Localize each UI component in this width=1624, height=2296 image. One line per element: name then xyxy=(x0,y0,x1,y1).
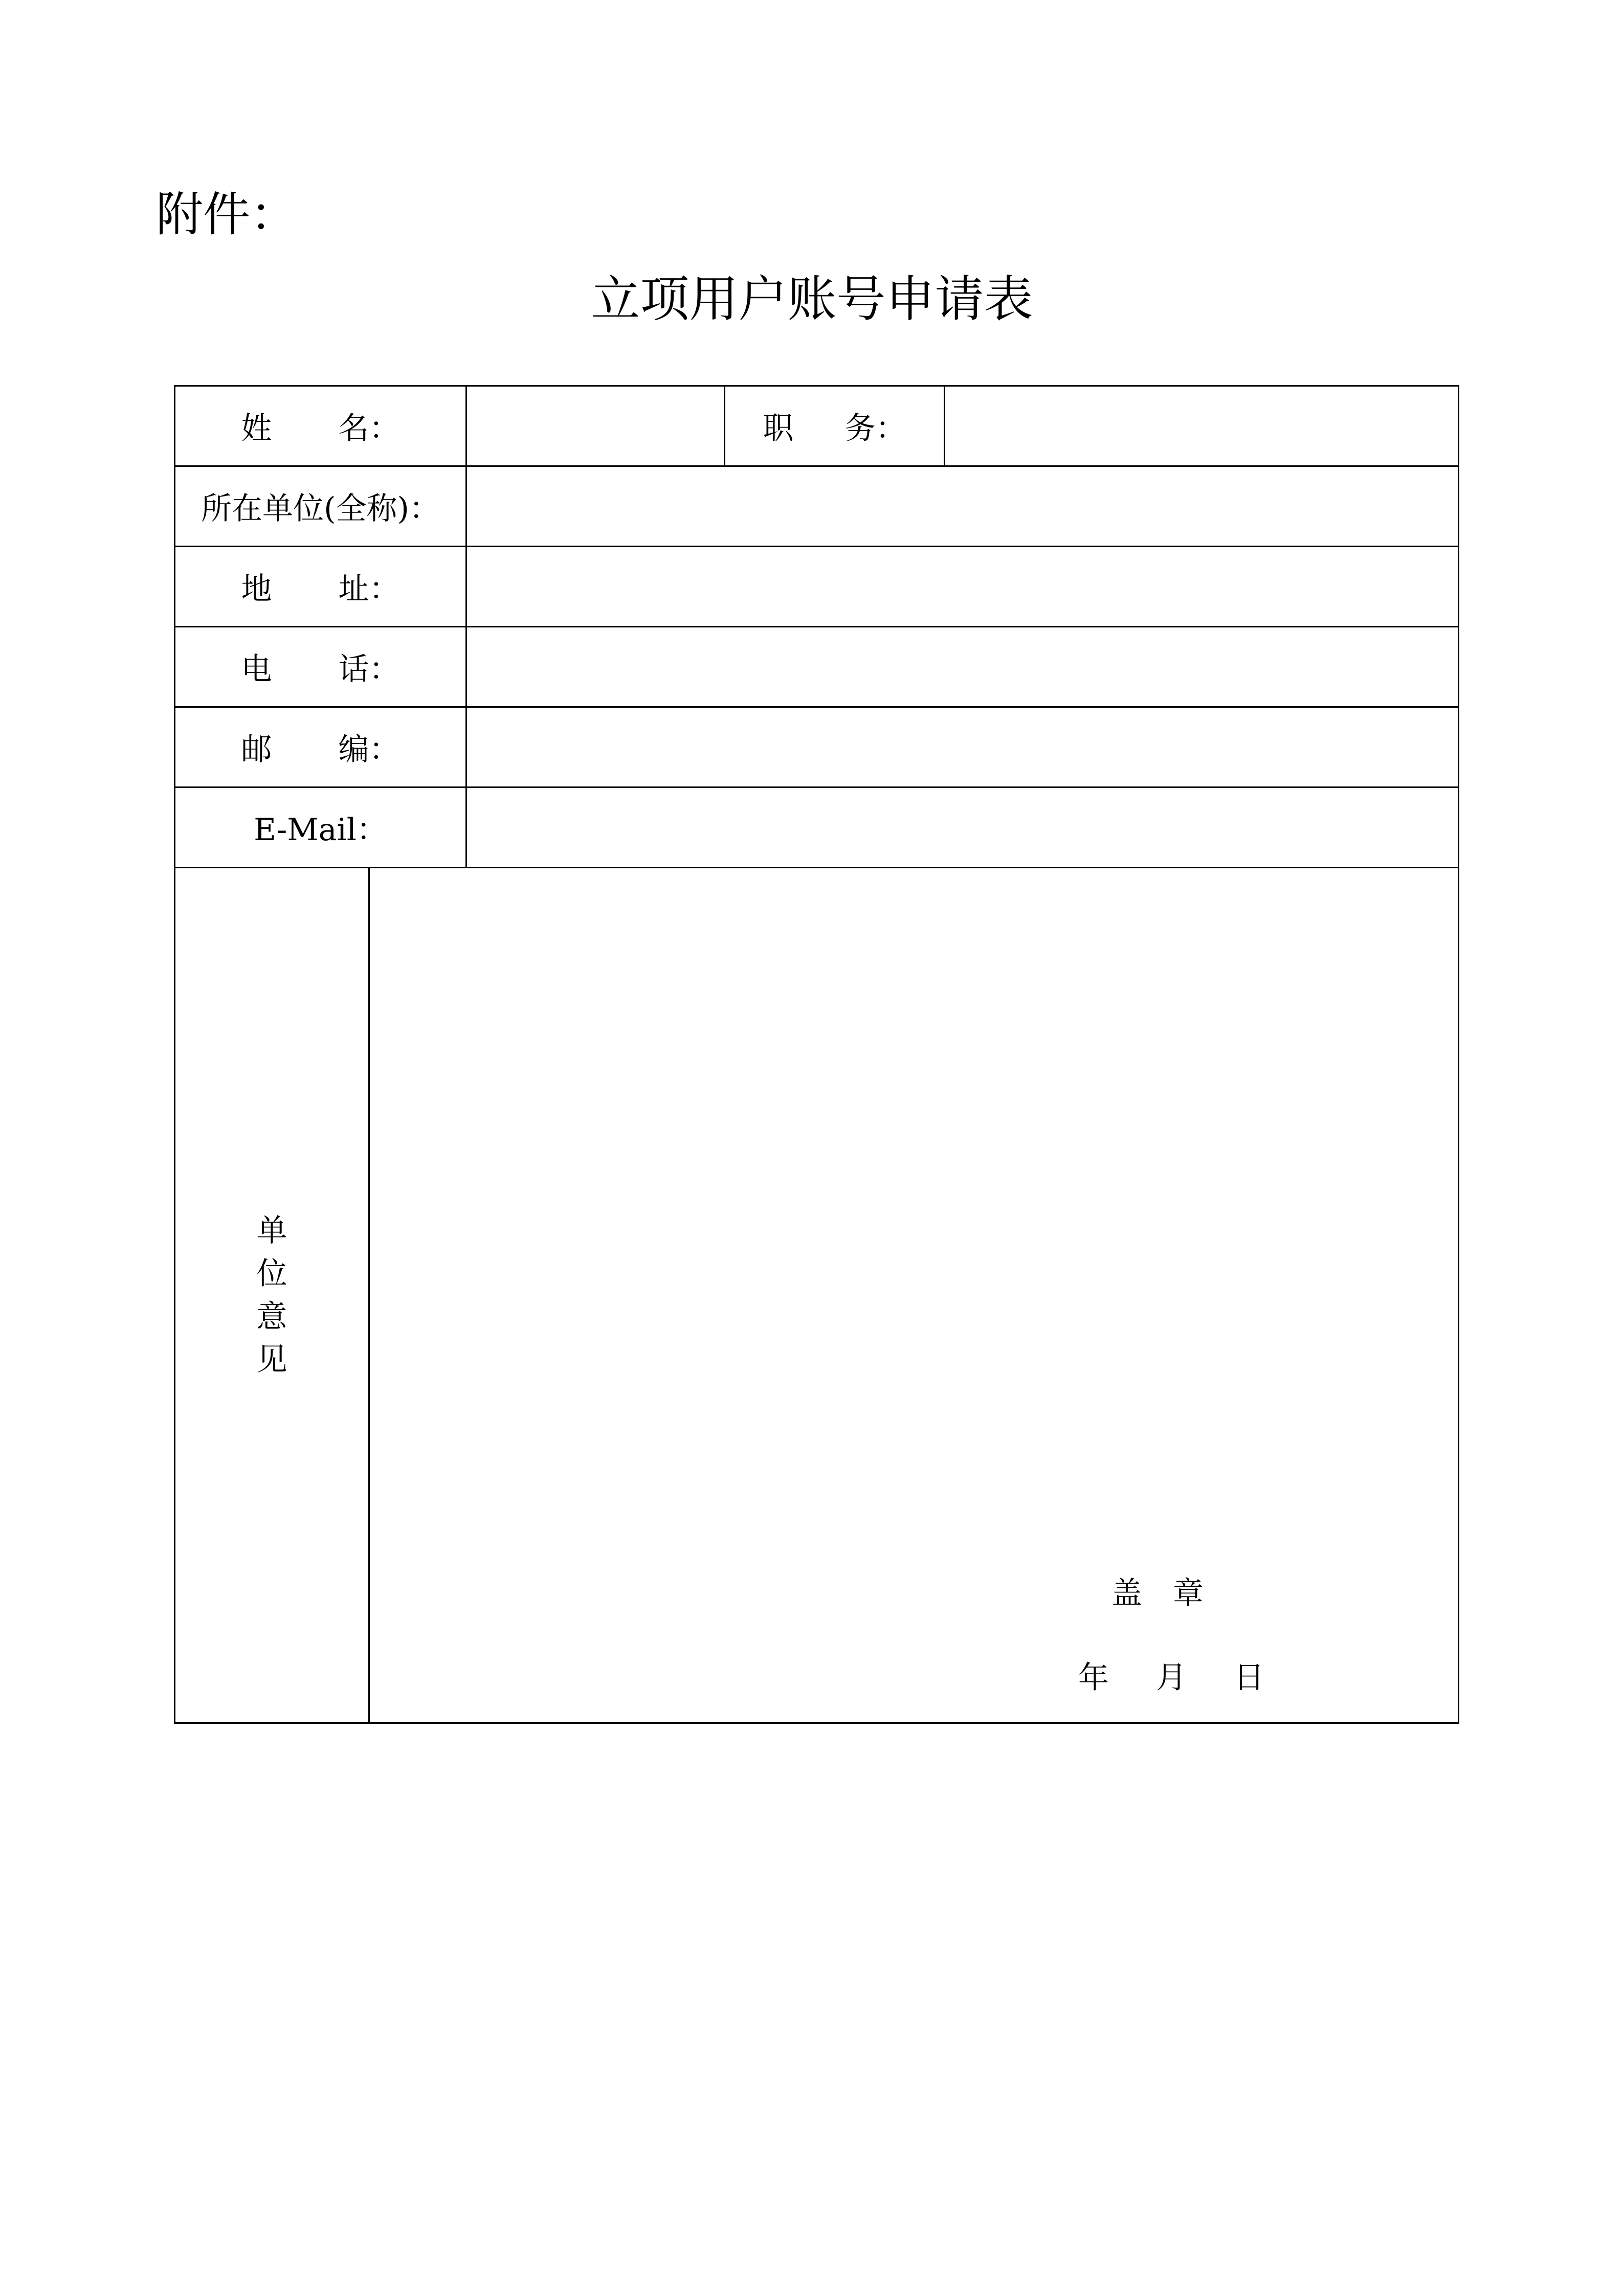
form-row-phone xyxy=(175,627,1459,707)
seal-char-second: 章 xyxy=(1173,1575,1204,1611)
name-label-second: 名： xyxy=(338,411,400,446)
form-row-opinion xyxy=(175,868,1459,1723)
name-label-cell xyxy=(175,386,466,466)
address-label-second: 址： xyxy=(338,571,400,607)
name-label-first: 姓 xyxy=(241,411,272,446)
date-day: 日 xyxy=(1234,1660,1264,1696)
position-label-second: 务： xyxy=(844,411,906,446)
date-month: 月 xyxy=(1156,1660,1187,1696)
organization-label: 所在单位(全称)： xyxy=(175,466,466,547)
postcode-label-second: 编： xyxy=(338,732,400,768)
position-label-cell xyxy=(725,386,945,466)
phone-field[interactable] xyxy=(466,627,1459,707)
form-row-email xyxy=(175,787,1459,868)
name-field[interactable] xyxy=(466,386,725,466)
date-text xyxy=(1078,1653,1264,1697)
email-label: E-Mail： xyxy=(175,787,466,868)
attachment-label: 附件： xyxy=(156,187,298,242)
application-form-table xyxy=(174,385,1459,1724)
organization-field[interactable] xyxy=(466,466,1459,547)
form-title: 立项用户账号申请表 xyxy=(591,271,1033,328)
form-row-organization xyxy=(175,466,1459,547)
postcode-field[interactable] xyxy=(466,707,1459,787)
form-row-address xyxy=(175,547,1459,627)
position-field[interactable] xyxy=(945,386,1459,466)
date-year: 年 xyxy=(1078,1660,1109,1696)
seal-text xyxy=(1111,1569,1204,1613)
opinion-field[interactable] xyxy=(369,868,1459,1723)
email-field[interactable] xyxy=(466,787,1459,868)
form-row-postcode xyxy=(175,707,1459,787)
address-field[interactable] xyxy=(466,547,1459,627)
phone-label-first: 电 xyxy=(241,651,272,687)
phone-label-cell xyxy=(175,627,466,707)
postcode-label-first: 邮 xyxy=(241,732,272,768)
opinion-label-cell xyxy=(175,868,369,1723)
seal-char-first: 盖 xyxy=(1111,1575,1142,1611)
address-label-first: 地 xyxy=(241,571,272,607)
address-label-cell xyxy=(175,547,466,627)
position-label-first: 职 xyxy=(763,411,794,446)
postcode-label-cell xyxy=(175,707,466,787)
opinion-label: 单位意见 xyxy=(256,1213,287,1378)
form-row-name-position xyxy=(175,386,1459,466)
phone-label-second: 话： xyxy=(338,651,400,687)
